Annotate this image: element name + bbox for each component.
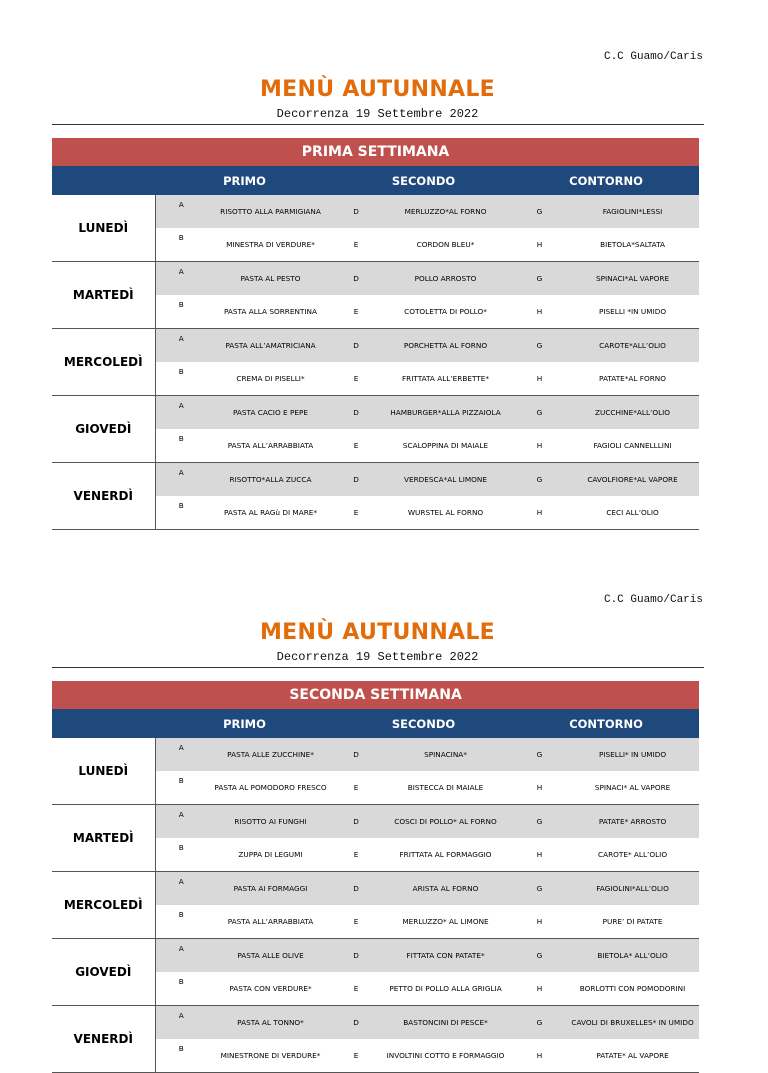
option-letter: D: [334, 738, 378, 771]
option-letter: D: [334, 463, 378, 497]
option-letter: A: [155, 329, 207, 363]
contorno-dish: SPINACI* AL VAPORE: [566, 771, 699, 805]
contorno-dish: CAVOLI DI BRUXELLES* IN UMIDO: [566, 1006, 699, 1040]
option-letter: H: [513, 295, 566, 329]
secondo-dish: ARISTA AL FORNO: [378, 872, 513, 906]
option-letter: G: [513, 1006, 566, 1040]
option-letter: E: [334, 295, 378, 329]
option-letter: A: [155, 463, 207, 497]
day-label: MARTEDÌ: [52, 262, 155, 329]
option-letter: D: [334, 195, 378, 228]
primo-dish: PASTA ALL’AMATRICIANA: [207, 329, 334, 363]
contorno-dish: BORLOTTI CON POMODORINI: [566, 972, 699, 1006]
option-letter: G: [513, 805, 566, 839]
option-letter: B: [155, 771, 207, 805]
primo-dish: CREMA DI PISELLI*: [207, 362, 334, 396]
option-letter: A: [155, 805, 207, 839]
menu-row: [52, 738, 699, 771]
day-label: VENERDÌ: [52, 1006, 155, 1073]
option-letter: E: [334, 905, 378, 939]
header-spacer: [52, 709, 155, 738]
option-letter: B: [155, 905, 207, 939]
option-letter: A: [155, 939, 207, 973]
day-label: MERCOLEDÌ: [52, 329, 155, 396]
primo-dish: PASTA AI FORMAGGI: [207, 872, 334, 906]
organization-label: C.C Guamo/Caris: [603, 51, 703, 63]
option-letter: H: [513, 496, 566, 530]
option-letter: E: [334, 429, 378, 463]
menu-row: [52, 463, 699, 497]
secondo-dish: HAMBURGER*ALLA PIZZAIOLA: [378, 396, 513, 430]
primo-dish: PASTA AL RAGù DI MARE*: [207, 496, 334, 530]
option-letter: E: [334, 771, 378, 805]
secondo-dish: MERLUZZO*AL FORNO: [378, 195, 513, 228]
secondo-dish: COSCI DI POLLO* AL FORNO: [378, 805, 513, 839]
week-banner-row: [52, 138, 699, 166]
primo-dish: ZUPPA DI LEGUMI: [207, 838, 334, 872]
option-letter: B: [155, 1039, 207, 1073]
header-primo: PRIMO: [155, 166, 334, 195]
contorno-dish: FAGIOLI CANNELLLINI: [566, 429, 699, 463]
option-letter: B: [155, 838, 207, 872]
menu-row: [52, 262, 699, 296]
option-letter: D: [334, 396, 378, 430]
day-label: MERCOLEDÌ: [52, 872, 155, 939]
option-letter: A: [155, 738, 207, 771]
primo-dish: MINESTRA DI VERDURE*: [207, 228, 334, 262]
day-label: VENERDÌ: [52, 463, 155, 530]
day-label: GIOVEDÌ: [52, 396, 155, 463]
primo-dish: PASTA AL POMODORO FRESCO: [207, 771, 334, 805]
header-secondo: SECONDO: [334, 166, 513, 195]
primo-dish: PASTA ALLA SORRENTINA: [207, 295, 334, 329]
primo-dish: PASTA ALLE ZUCCHINE*: [207, 738, 334, 771]
primo-dish: MINESTRONE DI VERDURE*: [207, 1039, 334, 1073]
secondo-dish: BISTECCA DI MAIALE: [378, 771, 513, 805]
contorno-dish: PISELLI* IN UMIDO: [566, 738, 699, 771]
option-letter: H: [513, 1039, 566, 1073]
day-label: LUNEDÌ: [52, 195, 155, 262]
header-secondo: SECONDO: [334, 709, 513, 738]
secondo-dish: SPINACINA*: [378, 738, 513, 771]
option-letter: G: [513, 195, 566, 228]
contorno-dish: CAROTE* ALL’OLIO: [566, 838, 699, 872]
option-letter: A: [155, 1006, 207, 1040]
option-letter: G: [513, 738, 566, 771]
option-letter: D: [334, 939, 378, 973]
option-letter: H: [513, 429, 566, 463]
secondo-dish: WURSTEL AL FORNO: [378, 496, 513, 530]
option-letter: H: [513, 362, 566, 396]
column-header-row: [52, 709, 699, 738]
secondo-dish: PETTO DI POLLO ALLA GRIGLIA: [378, 972, 513, 1006]
header-contorno: CONTORNO: [513, 709, 699, 738]
option-letter: H: [513, 228, 566, 262]
secondo-dish: FRITTATA AL FORMAGGIO: [378, 838, 513, 872]
secondo-dish: FRITTATA ALL’ERBETTE*: [378, 362, 513, 396]
option-letter: D: [334, 1006, 378, 1040]
option-letter: E: [334, 972, 378, 1006]
option-letter: G: [513, 329, 566, 363]
primo-dish: PASTA AL PESTO: [207, 262, 334, 296]
menu-row: [52, 939, 699, 973]
secondo-dish: FITTATA CON PATATE*: [378, 939, 513, 973]
primo-dish: PASTA CON VERDURE*: [207, 972, 334, 1006]
secondo-dish: PORCHETTA AL FORNO: [378, 329, 513, 363]
option-letter: B: [155, 228, 207, 262]
option-letter: D: [334, 872, 378, 906]
contorno-dish: PURE’ DI PATATE: [566, 905, 699, 939]
option-letter: G: [513, 872, 566, 906]
secondo-dish: CORDON BLEU*: [378, 228, 513, 262]
contorno-dish: PATATE* ARROSTO: [566, 805, 699, 839]
contorno-dish: ZUCCHINE*ALL’OLIO: [566, 396, 699, 430]
secondo-dish: INVOLTINI COTTO E FORMAGGIO: [378, 1039, 513, 1073]
option-letter: A: [155, 195, 207, 228]
secondo-dish: COTOLETTA DI POLLO*: [378, 295, 513, 329]
menu-row: [52, 396, 699, 430]
contorno-dish: CAROTE*ALL’OLIO: [566, 329, 699, 363]
menu-row: [52, 805, 699, 839]
option-letter: D: [334, 805, 378, 839]
contorno-dish: BIETOLA* ALL’OLIO: [566, 939, 699, 973]
option-letter: A: [155, 872, 207, 906]
option-letter: G: [513, 463, 566, 497]
contorno-dish: PATATE* AL VAPORE: [566, 1039, 699, 1073]
primo-dish: RISOTTO ALLA PARMIGIANA: [207, 195, 334, 228]
menu-row: [52, 329, 699, 363]
option-letter: E: [334, 838, 378, 872]
menu-title: MENÙ AUTUNNALE: [259, 620, 496, 645]
option-letter: D: [334, 329, 378, 363]
option-letter: A: [155, 396, 207, 430]
menu-row: [52, 195, 699, 228]
secondo-dish: VERDESCA*AL LIMONE: [378, 463, 513, 497]
option-letter: D: [334, 262, 378, 296]
day-label: LUNEDÌ: [52, 738, 155, 805]
organization-label: C.C Guamo/Caris: [603, 594, 703, 606]
contorno-dish: PISELLI *IN UMIDO: [566, 295, 699, 329]
option-letter: B: [155, 496, 207, 530]
option-letter: B: [155, 429, 207, 463]
option-letter: B: [155, 295, 207, 329]
contorno-dish: PATATE*AL FORNO: [566, 362, 699, 396]
option-letter: E: [334, 228, 378, 262]
secondo-dish: POLLO ARROSTO: [378, 262, 513, 296]
option-letter: H: [513, 905, 566, 939]
header-contorno: CONTORNO: [513, 166, 699, 195]
option-letter: G: [513, 396, 566, 430]
day-label: MARTEDÌ: [52, 805, 155, 872]
week-banner: SECONDA SETTIMANA: [52, 681, 699, 709]
header-spacer: [52, 166, 155, 195]
primo-dish: PASTA ALLE OLIVE: [207, 939, 334, 973]
option-letter: A: [155, 262, 207, 296]
day-label: GIOVEDÌ: [52, 939, 155, 1006]
option-letter: E: [334, 496, 378, 530]
option-letter: H: [513, 972, 566, 1006]
contorno-dish: BIETOLA*SALTATA: [566, 228, 699, 262]
option-letter: H: [513, 771, 566, 805]
secondo-dish: MERLUZZO* AL LIMONE: [378, 905, 513, 939]
menu-row: [52, 1006, 699, 1040]
primo-dish: RISOTTO*ALLA ZUCCA: [207, 463, 334, 497]
contorno-dish: CECI ALL’OLIO: [566, 496, 699, 530]
menu-table: [52, 681, 699, 1073]
column-header-row: [52, 166, 699, 195]
divider: [52, 667, 704, 668]
menu-subtitle: Decorrenza 19 Settembre 2022: [276, 107, 479, 121]
header-primo: PRIMO: [155, 709, 334, 738]
contorno-dish: SPINACI*AL VAPORE: [566, 262, 699, 296]
option-letter: G: [513, 262, 566, 296]
secondo-dish: BASTONCINI DI PESCE*: [378, 1006, 513, 1040]
menu-title: MENÙ AUTUNNALE: [259, 77, 496, 102]
option-letter: E: [334, 362, 378, 396]
week-banner-row: [52, 681, 699, 709]
menu-row: [52, 872, 699, 906]
contorno-dish: FAGIOLINI*LESSI: [566, 195, 699, 228]
divider: [52, 124, 704, 125]
option-letter: B: [155, 362, 207, 396]
option-letter: G: [513, 939, 566, 973]
menu-table: [52, 138, 699, 530]
option-letter: E: [334, 1039, 378, 1073]
contorno-dish: CAVOLFIORE*AL VAPORE: [566, 463, 699, 497]
primo-dish: PASTA AL TONNO*: [207, 1006, 334, 1040]
menu-subtitle: Decorrenza 19 Settembre 2022: [276, 650, 479, 664]
contorno-dish: FAGIOLINI*ALL’OLIO: [566, 872, 699, 906]
primo-dish: PASTA CACIO E PEPE: [207, 396, 334, 430]
primo-dish: PASTA ALL’ARRABBIATA: [207, 905, 334, 939]
secondo-dish: SCALOPPINA DI MAIALE: [378, 429, 513, 463]
primo-dish: PASTA ALL’ARRABBIATA: [207, 429, 334, 463]
primo-dish: RISOTTO AI FUNGHI: [207, 805, 334, 839]
week-banner: PRIMA SETTIMANA: [52, 138, 699, 166]
option-letter: H: [513, 838, 566, 872]
option-letter: B: [155, 972, 207, 1006]
